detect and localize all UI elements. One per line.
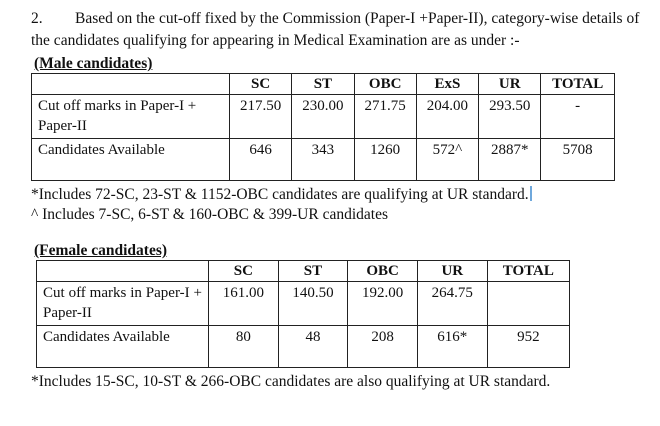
table-cell: 80	[209, 326, 279, 368]
header-cell: ST	[278, 261, 348, 282]
table-row	[32, 95, 615, 139]
table-cell: 616*	[417, 326, 487, 368]
row-label: Candidates Available	[37, 326, 209, 368]
table-cell: 293.50	[479, 95, 541, 139]
male-section-title: (Male candidates)	[34, 55, 153, 72]
table-cell: 192.00	[348, 282, 418, 326]
row-label: Cut off marks in Paper-I + Paper-II	[32, 95, 230, 139]
table-cell: 230.00	[292, 95, 354, 139]
table-cell: 217.50	[230, 95, 292, 139]
header-cell: TOTAL	[487, 261, 569, 282]
table-header-row	[32, 74, 615, 95]
header-cell: TOTAL	[541, 74, 615, 95]
table-row	[37, 326, 570, 368]
table-cell: -	[541, 95, 615, 139]
header-cell: UR	[479, 74, 541, 95]
table-cell: 264.75	[417, 282, 487, 326]
table-row	[32, 139, 615, 181]
table-cell: 343	[292, 139, 354, 181]
table-cell: 48	[278, 326, 348, 368]
intro-text: Based on the cut-off fixed by the Commission (Paper-I +Paper-II), category-wise details of the candidates qualifying for appearing in Medical Examination are as under :-	[31, 10, 640, 49]
table-cell: 1260	[354, 139, 416, 181]
table-row	[37, 282, 570, 326]
table-cell: 2887*	[479, 139, 541, 181]
note-text: *Includes 72-SC, 23-ST & 1152-OBC candidates are qualifying at UR standard.	[31, 186, 529, 203]
header-cell: OBC	[348, 261, 418, 282]
header-cell: ExS	[416, 74, 478, 95]
table-cell: 161.00	[209, 282, 279, 326]
table-cell: 208	[348, 326, 418, 368]
row-label: Candidates Available	[32, 139, 230, 181]
text-cursor	[530, 186, 532, 201]
table-cell: 271.75	[354, 95, 416, 139]
row-label: Cut off marks in Paper-I + Paper-II	[37, 282, 209, 326]
intro-paragraph	[31, 8, 643, 52]
header-cell	[32, 74, 230, 95]
table-cell: 572^	[416, 139, 478, 181]
paragraph-number: 2.	[31, 10, 43, 27]
table-cell	[487, 282, 569, 326]
header-cell: OBC	[354, 74, 416, 95]
table-cell: 952	[487, 326, 569, 368]
table-cell: 204.00	[416, 95, 478, 139]
table-cell: 646	[230, 139, 292, 181]
table-cell: 140.50	[278, 282, 348, 326]
female-note-ur: *Includes 15-SC, 10-ST & 266-OBC candidates are also qualifying at UR standard.	[31, 373, 551, 390]
table-header-row	[37, 261, 570, 282]
male-note-ur	[31, 185, 532, 205]
header-cell: ST	[292, 74, 354, 95]
table-cell: 5708	[541, 139, 615, 181]
header-cell: SC	[230, 74, 292, 95]
header-cell: UR	[417, 261, 487, 282]
female-cutoff-table	[36, 260, 570, 368]
male-cutoff-table	[31, 73, 615, 181]
male-note-exs: ^ Includes 7-SC, 6-ST & 160-OBC & 399-UR candidates	[31, 206, 388, 223]
female-section-title: (Female candidates)	[34, 242, 168, 259]
header-cell	[37, 261, 209, 282]
header-cell: SC	[209, 261, 279, 282]
